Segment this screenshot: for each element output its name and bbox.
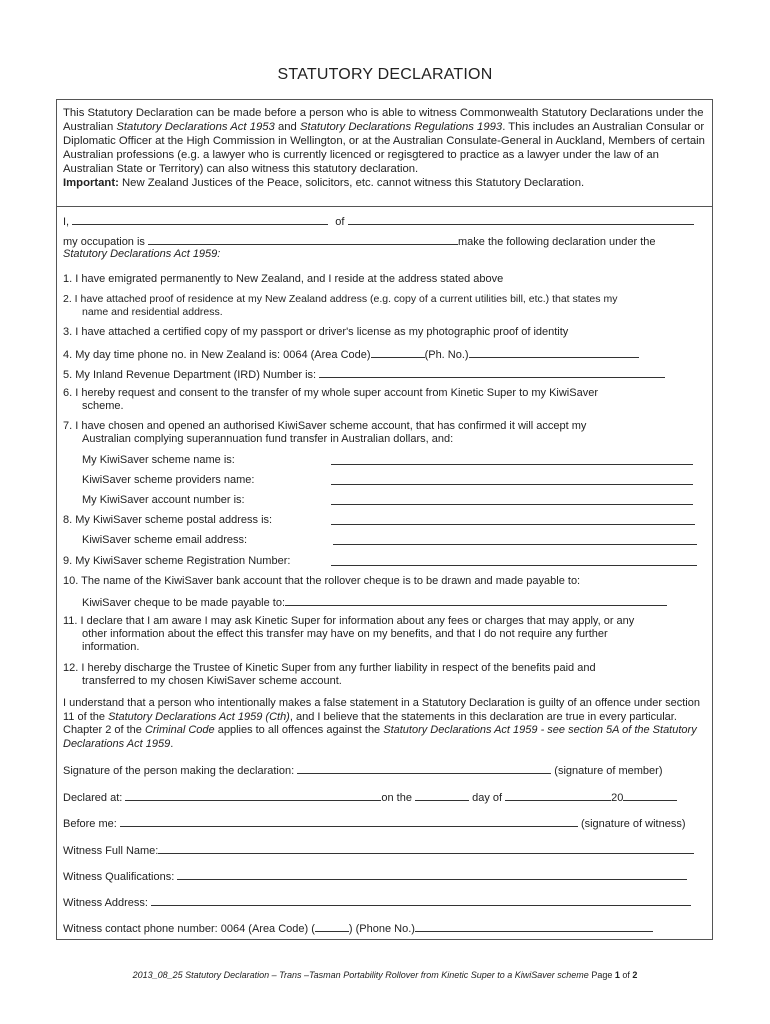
witness-address-label: Witness Address: — [63, 897, 148, 909]
important-text: New Zealand Justices of the Peace, solicitors, etc. cannot witness this Statutory Declaration. — [118, 177, 585, 189]
kiwisaver-email-field[interactable] — [333, 534, 697, 545]
act-name: Statutory Declarations Act 1953 — [116, 121, 275, 133]
kiwisaver-account-label: My KiwiSaver account number is: — [82, 494, 245, 506]
witness-address-line — [63, 895, 691, 910]
year-field[interactable] — [623, 790, 677, 801]
item-5 — [63, 367, 665, 382]
witness-phone-label: Witness contact phone number: 0064 (Area Code) ( — [63, 923, 315, 935]
page-number: 1 — [614, 970, 620, 980]
day-of-label: day of — [472, 792, 503, 804]
occupation-field[interactable] — [148, 234, 458, 245]
name-field[interactable] — [72, 214, 328, 225]
registration-number-field[interactable] — [331, 555, 697, 566]
item-10: 10. The name of the KiwiSaver bank account that the rollover cheque is to be drawn and made payable to: — [63, 575, 581, 587]
witness-area-code-field[interactable] — [315, 921, 349, 932]
before-me-line — [63, 816, 685, 831]
para-text: I understand that a person who intentionally makes a false statement in a Statutory Declaration is guilty of an offence under section 11 of the — [63, 697, 700, 723]
witness-phone-field[interactable] — [415, 921, 653, 932]
act-reference: Statutory Declarations Act 1959 - see section 5A of the Statutory Declarations Act 1959 — [63, 724, 697, 750]
understanding-paragraph — [63, 697, 708, 751]
act-reference: Statutory Declarations Act 1959: — [63, 248, 221, 260]
witness-qual-field[interactable] — [177, 869, 687, 880]
act-name: Statutory Declarations Act 1959 (Cth) — [108, 710, 290, 723]
item-3: 3. I have attached a certified copy of my passport or driver's license as my photographic proof of identity — [63, 326, 569, 338]
witness-qual-line — [63, 869, 687, 884]
ird-label: 5. My Inland Revenue Department (IRD) Number is: — [63, 369, 317, 381]
para-text: applies to all offences against the — [214, 724, 384, 736]
footer-text: 2013_08_25 Statutory Declaration – Trans –Tasman Portability Rollover from Kinetic Super to a KiwiSaver scheme — [132, 970, 589, 980]
item-2: 2. I have attached proof of residence at my New Zealand address (e.g. copy of a current utilities bill, etc.) that states my — [63, 293, 618, 305]
witness-address-field[interactable] — [151, 895, 691, 906]
phone-number-field[interactable] — [469, 347, 639, 358]
item-6: 6. I hereby request and consent to the transfer of my whole super account from Kinetic Super to my KiwiSaver — [63, 387, 598, 399]
kiwisaver-provider-field[interactable] — [331, 474, 693, 485]
kiwisaver-account-field[interactable] — [331, 494, 693, 505]
witness-phone-line — [63, 921, 653, 936]
witness-signature-note: (signature of witness) — [580, 818, 686, 830]
intro-text: and — [274, 121, 300, 133]
para-text: , and I believe that the statements in this declaration are true in every particular. Chapter 2 of the — [63, 710, 677, 736]
month-field[interactable] — [505, 790, 611, 801]
make-text: make the following declaration under the — [458, 236, 656, 248]
on-the-label: on the — [381, 792, 412, 804]
cheque-payee-field[interactable] — [285, 595, 667, 606]
witness-name-line — [63, 843, 694, 858]
kiwisaver-name-label: My KiwiSaver scheme name is: — [82, 454, 235, 466]
intro-text: . This includes an Australian Consular or Diplomatic Officer at the High Commission in Wellington, or at the Australian Consulate-General in Auckland, Members of certain Australian professions (e.g. a lawyer who is currently licenced or regisgtered to practice as a lawyer under the law of an Australian State or Territory) can also witness this statutory declaration. — [63, 121, 705, 175]
witness-phone-no-label: ) (Phone No.) — [348, 923, 415, 935]
item-11-cont: information. — [82, 641, 140, 653]
address-field[interactable] — [348, 214, 694, 225]
occupation-label: my occupation is — [63, 236, 145, 248]
kiwisaver-name-field[interactable] — [331, 454, 693, 465]
member-signature-note: (signature of member) — [554, 765, 663, 777]
intro-text: This Statutory Declaration can be made before a person who is able to witness Commonwealth Statutory Declarations under the Australian — [63, 107, 704, 133]
year-prefix: 20 — [611, 792, 624, 804]
kiwisaver-email-label: KiwiSaver scheme email address: — [82, 534, 248, 546]
witness-name-label: Witness Full Name: — [63, 845, 159, 857]
declared-place-field[interactable] — [125, 790, 381, 801]
signature-label: Signature of the person making the declaration: — [63, 765, 295, 777]
divider — [56, 206, 713, 207]
item-9: 9. My KiwiSaver scheme Registration Number: — [63, 555, 291, 567]
cheque-label: KiwiSaver cheque to be made payable to: — [82, 597, 286, 609]
day-field[interactable] — [415, 790, 469, 801]
regulations-name: Statutory Declarations Regulations 1993 — [299, 121, 503, 133]
postal-address-field[interactable] — [331, 514, 695, 525]
item-1: 1. I have emigrated permanently to New Zealand, and I reside at the address stated above — [63, 273, 504, 285]
kiwisaver-provider-label: KiwiSaver scheme providers name: — [82, 474, 255, 486]
page-footer — [0, 970, 770, 980]
item-7-cont: Australian complying superannuation fund transfer in Australian dollars, and: — [82, 433, 454, 445]
ird-number-field[interactable] — [319, 367, 665, 378]
para-text: . — [170, 737, 174, 750]
phone-label: 4. My day time phone no. in New Zealand is: 0064 (Area Code) — [63, 349, 371, 361]
declarant-line — [63, 214, 694, 229]
criminal-code: Criminal Code — [144, 724, 215, 736]
item-11-cont: other information about the effect this transfer may have on my benefits, and that I do not require any further — [82, 628, 608, 640]
intro-paragraph — [63, 106, 708, 190]
witness-name-field[interactable] — [158, 843, 694, 854]
page-label: Page — [591, 970, 613, 980]
document-title: STATUTORY DECLARATION — [277, 66, 493, 83]
item-12-cont: transferred to my chosen KiwiSaver scheme account. — [82, 675, 342, 687]
member-signature-field[interactable] — [297, 763, 551, 774]
cheque-line — [82, 595, 667, 610]
before-me-label: Before me: — [63, 818, 117, 830]
witness-signature-field[interactable] — [120, 816, 578, 827]
signature-line — [63, 763, 663, 778]
declared-at-line — [63, 790, 677, 805]
witness-qual-label: Witness Qualifications: — [63, 871, 175, 883]
of-label: of — [622, 970, 630, 980]
area-code-field[interactable] — [371, 347, 425, 358]
occupation-line — [63, 234, 656, 249]
page-total: 2 — [632, 970, 638, 980]
item-4 — [63, 347, 639, 362]
item-2-cont: name and residential address. — [82, 306, 223, 318]
i-label: I, — [63, 216, 70, 228]
declared-at-label: Declared at: — [63, 792, 123, 804]
important-label: Important: — [63, 177, 119, 189]
item-12: 12. I hereby discharge the Trustee of Kinetic Super from any further liability in respect of the benefits paid and — [63, 662, 596, 674]
item-8: 8. My KiwiSaver scheme postal address is: — [63, 514, 273, 526]
ph-no-label: (Ph. No.) — [424, 349, 469, 361]
item-6-cont: scheme. — [82, 400, 124, 412]
item-7: 7. I have chosen and opened an authorised KiwiSaver scheme account, that has confirmed it will accept my — [63, 420, 587, 432]
item-11: 11. I declare that I am aware I may ask Kinetic Super for information about any fees or charges that may apply, or any — [63, 615, 635, 627]
of-label: of — [335, 216, 345, 228]
